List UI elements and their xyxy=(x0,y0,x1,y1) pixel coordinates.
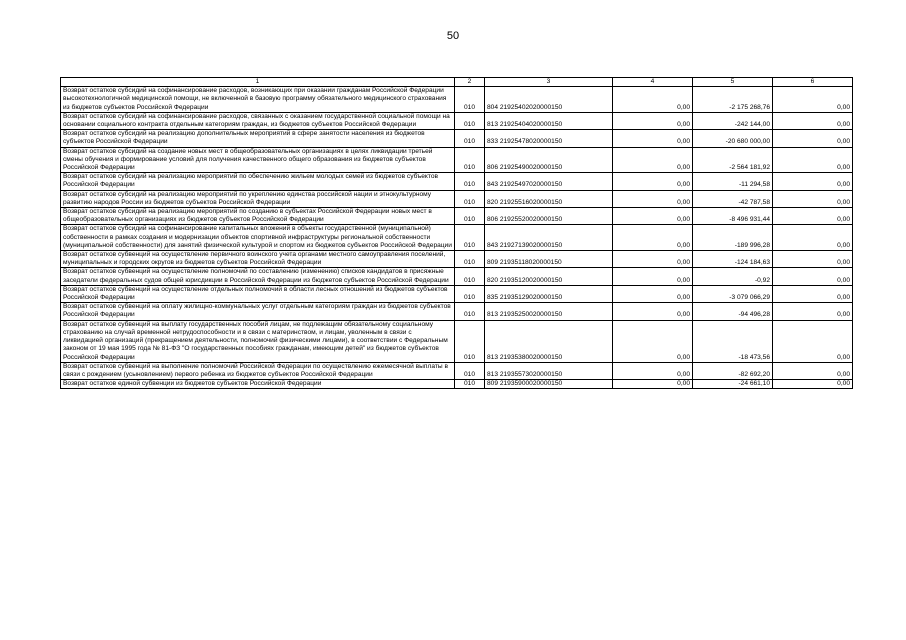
row-column-6-value: 0,00 xyxy=(773,112,853,129)
row-column-4-value: 0,00 xyxy=(613,320,693,362)
table-row xyxy=(61,208,853,225)
table-row xyxy=(61,130,853,147)
row-line-code: 010 xyxy=(455,320,485,362)
row-column-6-value: 0,00 xyxy=(773,147,853,173)
row-column-6-value: 0,00 xyxy=(773,303,853,320)
row-column-6-value: 0,00 xyxy=(773,320,853,362)
row-description: Возврат остатков субсидий на софинансирование капитальных вложений в объекты государственной (муниципальной) собственности в рамках создания и модернизации объектов спортивной инфраструктуры региональной собственности (муниципальной собственности) для занятий физической культурой и спортом из бюджетов субъектов Российской Федерации xyxy=(61,225,455,251)
row-column-6-value: 0,00 xyxy=(773,173,853,190)
row-description: Возврат остатков субсидий на создание новых мест в общеобразовательных организациях в целях ликвидации третьей смены обучения и формирование условий для получения качественного общего образования из бюджетов субъектов Российской Федерации xyxy=(61,147,455,173)
row-column-5-value: -242 144,00 xyxy=(693,112,773,129)
row-column-5-value: -8 496 931,44 xyxy=(693,208,773,225)
row-description: Возврат остатков единой субвенции из бюджетов субъектов Российской Федерации xyxy=(61,380,455,389)
row-column-4-value: 0,00 xyxy=(613,380,693,389)
row-column-4-value: 0,00 xyxy=(613,130,693,147)
row-line-code: 010 xyxy=(455,251,485,268)
table-row xyxy=(61,380,853,389)
row-column-6-value: 0,00 xyxy=(773,208,853,225)
column-header: 5 xyxy=(693,78,773,87)
table-row xyxy=(61,320,853,362)
row-column-5-value: -2 175 268,76 xyxy=(693,87,773,113)
row-line-code: 010 xyxy=(455,268,485,285)
row-budget-code: 809 21935118020000150 xyxy=(485,251,613,268)
table-row xyxy=(61,303,853,320)
row-line-code: 010 xyxy=(455,173,485,190)
row-line-code: 010 xyxy=(455,380,485,389)
row-line-code: 010 xyxy=(455,130,485,147)
column-header: 3 xyxy=(485,78,613,87)
row-column-5-value: -20 680 000,00 xyxy=(693,130,773,147)
budget-table xyxy=(60,77,853,389)
row-column-4-value: 0,00 xyxy=(613,251,693,268)
row-description: Возврат остатков субсидий на реализацию дополнительных мероприятий в сфере занятости населения из бюджетов субъектов Российской Федерации xyxy=(61,130,455,147)
row-description: Возврат остатков субвенций на осуществление отдельных полномочий в области лесных отношений из бюджетов субъектов Российской Федерации xyxy=(61,285,455,302)
table-row xyxy=(61,147,853,173)
row-column-6-value: 0,00 xyxy=(773,380,853,389)
row-column-6-value: 0,00 xyxy=(773,130,853,147)
table-row xyxy=(61,225,853,251)
table-header-row xyxy=(61,78,853,87)
row-line-code: 010 xyxy=(455,225,485,251)
row-column-6-value: 0,00 xyxy=(773,190,853,207)
row-column-4-value: 0,00 xyxy=(613,285,693,302)
row-column-5-value: -42 787,58 xyxy=(693,190,773,207)
row-budget-code: 833 21925478020000150 xyxy=(485,130,613,147)
row-budget-code: 806 21925490020000150 xyxy=(485,147,613,173)
table-row xyxy=(61,362,853,379)
row-budget-code: 806 21925520020000150 xyxy=(485,208,613,225)
row-column-5-value: -11 294,58 xyxy=(693,173,773,190)
row-line-code: 010 xyxy=(455,208,485,225)
table-body xyxy=(61,87,853,389)
row-budget-code: 835 21935129020000150 xyxy=(485,285,613,302)
row-line-code: 010 xyxy=(455,303,485,320)
row-line-code: 010 xyxy=(455,112,485,129)
row-column-5-value: -94 496,28 xyxy=(693,303,773,320)
table-row xyxy=(61,87,853,113)
column-header: 1 xyxy=(61,78,455,87)
row-column-4-value: 0,00 xyxy=(613,190,693,207)
row-line-code: 010 xyxy=(455,147,485,173)
row-column-6-value: 0,00 xyxy=(773,362,853,379)
row-column-4-value: 0,00 xyxy=(613,303,693,320)
row-budget-code: 813 21935573020000150 xyxy=(485,362,613,379)
column-header: 2 xyxy=(455,78,485,87)
row-description: Возврат остатков субсидий на софинансирование расходов, связанных с оказанием государственной социальной помощи на основании социального контракта отдельным категориям граждан, из бюджетов субъектов Российской Федерации xyxy=(61,112,455,129)
row-description: Возврат остатков субвенций на оплату жилищно-коммунальных услуг отдельным категориям граждан из бюджетов субъектов Российской Федерации xyxy=(61,303,455,320)
row-column-4-value: 0,00 xyxy=(613,147,693,173)
row-column-5-value: -18 473,56 xyxy=(693,320,773,362)
row-column-4-value: 0,00 xyxy=(613,268,693,285)
row-column-5-value: -124 184,63 xyxy=(693,251,773,268)
row-column-6-value: 0,00 xyxy=(773,251,853,268)
table-row xyxy=(61,285,853,302)
row-description: Возврат остатков субвенций на осуществление первичного воинского учета органами местного самоуправления поселений, муниципальных и городских округов из бюджетов субъектов Российской Федерации xyxy=(61,251,455,268)
row-line-code: 010 xyxy=(455,87,485,113)
row-budget-code: 804 21925402020000150 xyxy=(485,87,613,113)
row-column-4-value: 0,00 xyxy=(613,112,693,129)
row-budget-code: 813 21925404020000150 xyxy=(485,112,613,129)
table-row xyxy=(61,268,853,285)
row-budget-code: 820 21925516020000150 xyxy=(485,190,613,207)
row-column-6-value: 0,00 xyxy=(773,285,853,302)
row-budget-code: 813 21935250020000150 xyxy=(485,303,613,320)
row-description: Возврат остатков субвенций на выплату государственных пособий лицам, не подлежащим обязательному социальному страхованию на случай временной нетрудоспособности и в связи с материнством, и лицам, уволенным в связи с ликвидацией организаций (прекращением деятельности, полномочий физическими лицами), в соответствии с Федеральным законом от 19 мая 1995 года № 81-ФЗ "О государственных пособиях гражданам, имеющим детей" из бюджетов субъектов Российской Федерации xyxy=(61,320,455,362)
row-description: Возврат остатков субсидий на реализацию мероприятий по обеспечению жильем молодых семей из бюджетов субъектов Российской Федерации xyxy=(61,173,455,190)
row-line-code: 010 xyxy=(455,285,485,302)
row-column-5-value: -189 996,28 xyxy=(693,225,773,251)
table-row xyxy=(61,190,853,207)
column-header: 6 xyxy=(773,78,853,87)
row-column-4-value: 0,00 xyxy=(613,362,693,379)
row-budget-code: 813 21935380020000150 xyxy=(485,320,613,362)
row-line-code: 010 xyxy=(455,190,485,207)
row-line-code: 010 xyxy=(455,362,485,379)
row-description: Возврат остатков субсидий на реализацию мероприятий по созданию в субъектах Российской Федерации новых мест в общеобразовательных организациях из бюджетов субъектов Российской Федерации xyxy=(61,208,455,225)
table-row xyxy=(61,251,853,268)
row-column-4-value: 0,00 xyxy=(613,225,693,251)
row-column-6-value: 0,00 xyxy=(773,268,853,285)
row-description: Возврат остатков субвенций на осуществление полномочий по составлению (изменению) списков кандидатов в присяжные заседатели федеральных судов общей юрисдикции в Российской Федерации из бюджетов субъектов Российской Федерации xyxy=(61,268,455,285)
row-description: Возврат остатков субсидий на софинансирование расходов, возникающих при оказании гражданам Российской Федерации высокотехнологичной медицинской помощи, не включенной в базовую программу обязательного медицинского страхования из бюджетов субъектов Российской Федерации xyxy=(61,87,455,113)
row-budget-code: 820 21935120020000150 xyxy=(485,268,613,285)
row-budget-code: 809 21935900020000150 xyxy=(485,380,613,389)
row-column-5-value: -82 692,20 xyxy=(693,362,773,379)
column-header: 4 xyxy=(613,78,693,87)
row-column-4-value: 0,00 xyxy=(613,208,693,225)
row-column-5-value: -2 564 181,92 xyxy=(693,147,773,173)
row-column-6-value: 0,00 xyxy=(773,87,853,113)
row-column-5-value: -3 079 066,29 xyxy=(693,285,773,302)
row-column-4-value: 0,00 xyxy=(613,87,693,113)
row-column-5-value: -0,92 xyxy=(693,268,773,285)
row-column-4-value: 0,00 xyxy=(613,173,693,190)
row-column-5-value: -24 661,10 xyxy=(693,380,773,389)
row-description: Возврат остатков субсидий на реализацию мероприятий по укреплению единства российской нации и этнокультурному развитию народов России из бюджетов субъектов Российской Федерации xyxy=(61,190,455,207)
table-row xyxy=(61,173,853,190)
page-number: 50 xyxy=(446,30,460,42)
row-column-6-value: 0,00 xyxy=(773,225,853,251)
table-row xyxy=(61,112,853,129)
row-description: Возврат остатков субвенций на выполнение полномочий Российской Федерации по осуществлению ежемесячной выплаты в связи с рождением (усыновлением) первого ребенка из бюджетов субъектов Российской Федерации xyxy=(61,362,455,379)
row-budget-code: 843 21925497020000150 xyxy=(485,173,613,190)
row-budget-code: 843 21927139020000150 xyxy=(485,225,613,251)
